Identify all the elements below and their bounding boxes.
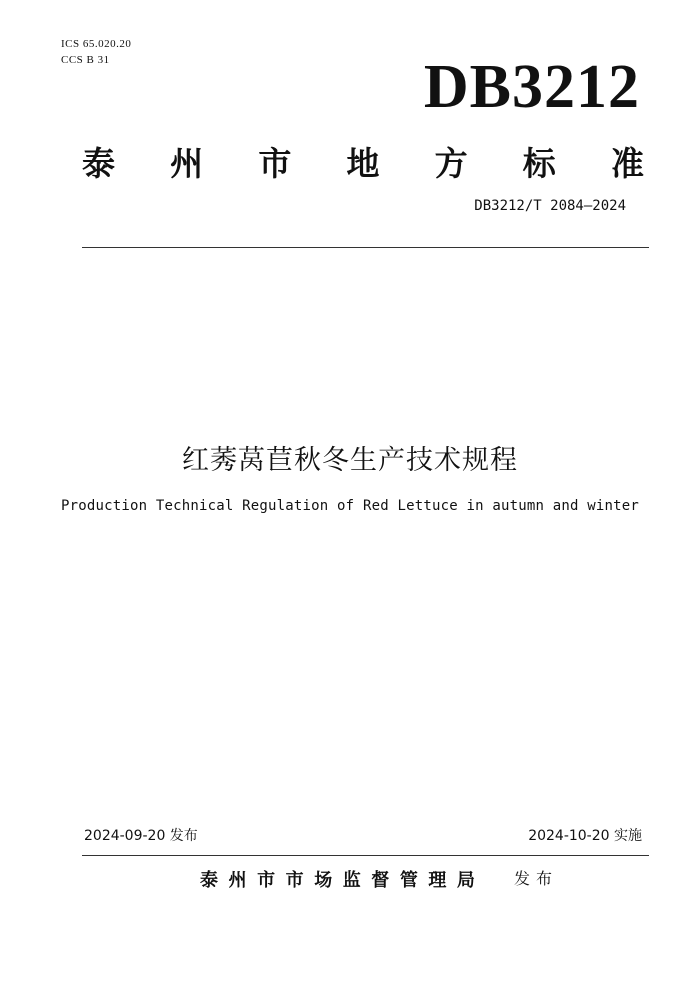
issuer-char: 理: [428, 870, 447, 891]
standard-type-char: 地: [346, 144, 380, 183]
standard-type-char: 方: [434, 144, 468, 183]
standard-type: [82, 138, 644, 185]
standard-type-char: 市: [258, 144, 292, 183]
issuer-char: 督: [371, 870, 390, 891]
standard-type-char: 准: [610, 144, 644, 183]
issuer-char: 场: [314, 870, 333, 891]
standard-type-char: 州: [170, 144, 204, 183]
document-title-en: Production Technical Regulation of Red Lettuce in autumn and winter: [60, 498, 640, 514]
footer-divider: [82, 855, 649, 856]
document-title-cn: 红莠莴苣秋冬生产技术规程: [182, 445, 518, 476]
standard-type-char: 标: [522, 144, 556, 183]
issuer-char: 州: [228, 870, 247, 891]
issue-date: 2024-09-20 发布: [84, 828, 198, 844]
standard-number: DB3212/T 2084—2024: [474, 198, 626, 214]
issuer-action: 发布: [514, 869, 559, 888]
issuer-char: 局: [456, 870, 475, 891]
ics-code: ICS 65.020.20: [61, 38, 132, 50]
standard-code: DB3212: [423, 53, 640, 121]
issuer-char: 泰: [200, 870, 218, 891]
issuer-char: 市: [257, 870, 276, 891]
standard-type-char: 泰: [82, 144, 115, 183]
ccs-code: CCS B 31: [61, 54, 110, 66]
header-divider: [82, 247, 649, 248]
issuing-authority: [200, 866, 475, 892]
issuer-char: 管: [399, 870, 418, 891]
issuer-char: 市: [285, 870, 304, 891]
effective-date: 2024-10-20 实施: [528, 828, 642, 844]
issuer-char: 监: [342, 870, 361, 891]
